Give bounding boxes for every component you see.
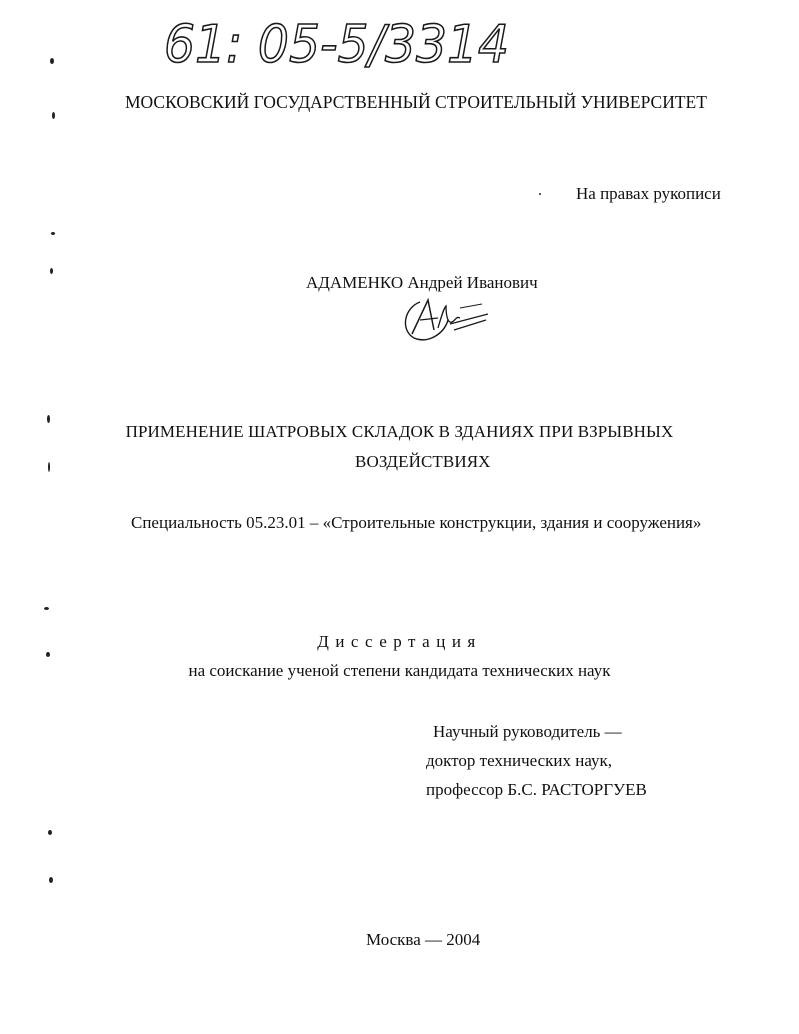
scan-speck (50, 268, 53, 274)
city-year: Москва — 2004 (366, 930, 481, 949)
scan-speck (539, 193, 541, 195)
scan-speck (51, 232, 55, 235)
scan-speck (50, 58, 54, 64)
scan-speck (52, 112, 55, 119)
specialty: Специальность 05.23.01 – «Строительные конструкции, здания и сооружения» (131, 513, 702, 532)
supervisor-degree: доктор технических наук, (426, 751, 613, 770)
handwritten-archive-number (160, 10, 520, 76)
scan-speck (49, 877, 53, 883)
supervisor-role: Научный руководитель — (433, 722, 622, 741)
thesis-title-line-2: ВОЗДЕЙСТВИЯХ (355, 452, 491, 471)
scan-speck (48, 830, 52, 835)
author-signature (398, 294, 494, 344)
thesis-title-line-1: ПРИМЕНЕНИЕ ШАТРОВЫХ СКЛАДОК В ЗДАНИЯХ ПРИ ВЗРЫВНЫХ (125, 422, 674, 441)
work-type: Диссертация (317, 632, 482, 651)
degree-line: на соискание ученой степени кандидата технических наук (188, 661, 611, 680)
author-name: АДАМЕНКО Андрей Иванович (306, 273, 538, 292)
scan-speck (46, 652, 50, 657)
svg-text:61: 05-5/3314: 61: 05-5/3314 (164, 15, 509, 75)
scan-speck (48, 462, 50, 472)
supervisor-name: профессор Б.С. РАСТОРГУЕВ (426, 780, 647, 799)
scan-speck (44, 607, 49, 610)
university-name: МОСКОВСКИЙ ГОСУДАРСТВЕННЫЙ СТРОИТЕЛЬНЫЙ УНИВЕРСИТЕТ (125, 92, 707, 112)
rights-note: На правах рукописи (576, 184, 721, 203)
